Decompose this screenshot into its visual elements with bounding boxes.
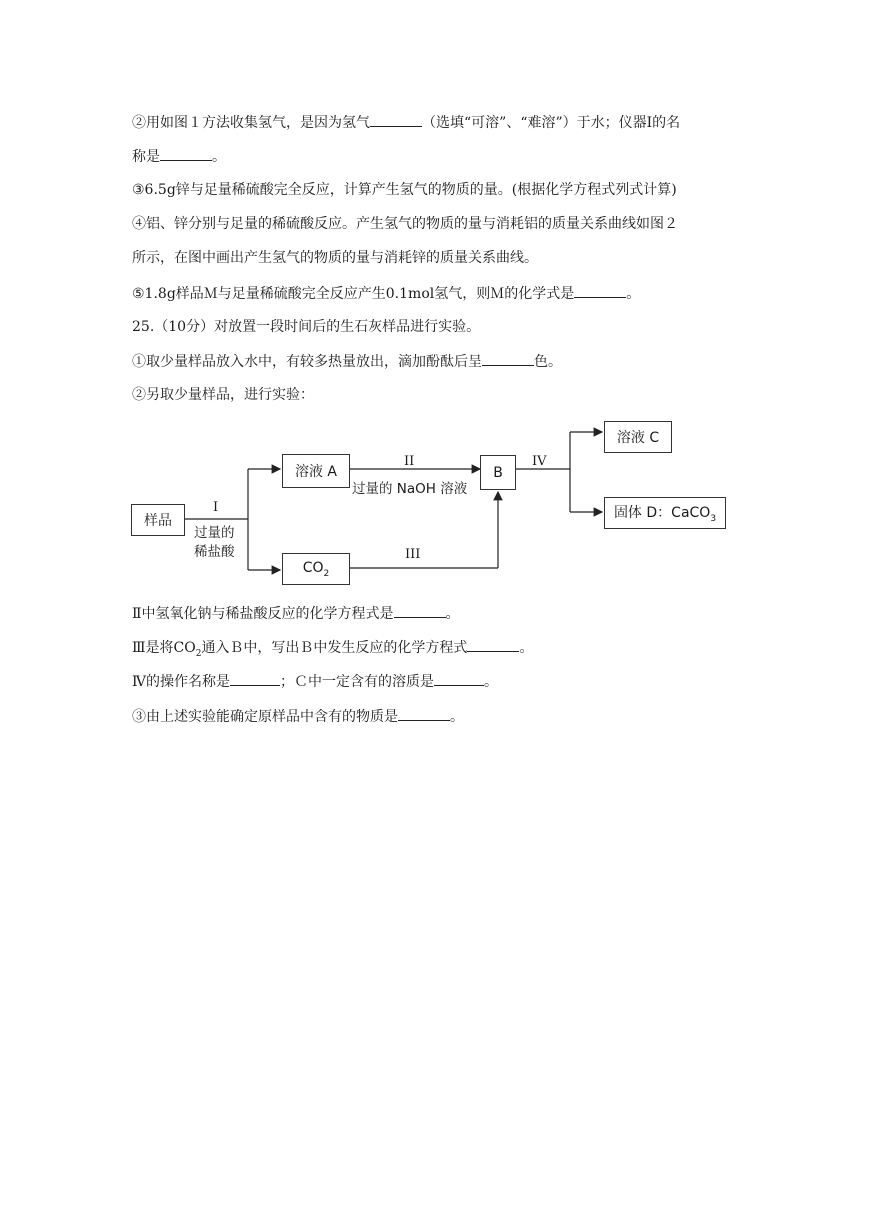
text: 。 bbox=[450, 709, 464, 725]
text: ③由上述实验能确定原样品中含有的物质是 bbox=[132, 709, 398, 725]
text: ②另取少量样品，进行实验： bbox=[132, 387, 314, 403]
step-1-label: I bbox=[213, 500, 219, 515]
text: Ⅱ中氢氧化钠与稀盐酸反应的化学方程式是 bbox=[132, 606, 394, 622]
text: ⑤1.8g样品Ｍ与足量稀硫酸完全反应产生0.1mol氢气，则Ｍ的化学式是 bbox=[132, 286, 575, 302]
solid-d-label: 固体 D：CaCO$_3$ bbox=[613, 505, 717, 524]
question-line-12 bbox=[132, 671, 498, 692]
solution-a-label: 溶液 A bbox=[294, 464, 338, 480]
text: ；Ｃ中一定含有的溶质是 bbox=[280, 674, 434, 690]
answer-blank[interactable] bbox=[394, 603, 446, 618]
reagent-1-line-2: 稀盐酸 bbox=[194, 544, 235, 560]
b-label: B bbox=[493, 464, 503, 481]
answer-blank[interactable] bbox=[230, 671, 280, 686]
question-line-13 bbox=[132, 706, 464, 727]
text: 称是 bbox=[132, 149, 160, 165]
text: Ⅳ的操作名称是 bbox=[132, 674, 230, 690]
answer-blank[interactable] bbox=[467, 637, 519, 652]
reagent-1-line-1: 过量的 bbox=[194, 525, 235, 541]
text: 。 bbox=[212, 149, 226, 165]
text: 色。 bbox=[534, 354, 562, 370]
solid-d-box bbox=[604, 497, 726, 529]
text: ③6.5g锌与足量稀硫酸完全反应，计算产生氢气的物质的量。(根据化学方程式列式计算) bbox=[132, 182, 677, 198]
solution-a-box bbox=[282, 454, 350, 488]
solution-c-box bbox=[604, 421, 672, 453]
question-line-11 bbox=[132, 637, 533, 664]
text: 。 bbox=[519, 640, 534, 656]
text: （选填“可溶”、“难溶”）于水；仪器Ⅰ的名 bbox=[422, 115, 681, 131]
sample-label: 样品 bbox=[144, 513, 172, 529]
step-4-label: IV bbox=[532, 454, 547, 469]
question-line-10 bbox=[132, 603, 460, 624]
text: 所示，在图中画出产生氢气的物质的量与消耗锌的质量关系曲线。 bbox=[132, 250, 538, 266]
text: 25.（10分）对放置一段时间后的生石灰样品进行实验。 bbox=[132, 319, 481, 335]
text: ①取少量样品放入水中，有较多热量放出，滴加酚酞后呈 bbox=[132, 354, 482, 370]
text: ④铝、锌分别与足量的稀硫酸反应。产生氢气的物质的量与消耗铝的质量关系曲线如图２ bbox=[132, 216, 678, 232]
text: 。 bbox=[626, 286, 641, 302]
text: Ⅲ是将CO bbox=[132, 640, 196, 656]
text: 通入Ｂ中，写出Ｂ中发生反应的化学方程式 bbox=[201, 640, 468, 656]
step-2-label: II bbox=[404, 454, 415, 469]
text: 。 bbox=[445, 606, 460, 622]
b-box bbox=[480, 455, 516, 490]
text: ②用如图１方法收集氢气，是因为氢气 bbox=[132, 115, 370, 131]
reagent-2-label: 过量的 NaOH 溶液 bbox=[352, 481, 468, 497]
step-3-label: III bbox=[405, 547, 421, 562]
answer-blank[interactable] bbox=[398, 706, 450, 721]
co2-label: $CO_2$ bbox=[302, 559, 330, 579]
sample-box bbox=[131, 504, 185, 536]
subscript: 2 bbox=[195, 648, 202, 659]
answer-blank[interactable] bbox=[434, 671, 484, 686]
text: 。 bbox=[484, 674, 498, 690]
solution-c-label: 溶液 C bbox=[616, 430, 660, 446]
co2-box bbox=[282, 553, 350, 585]
